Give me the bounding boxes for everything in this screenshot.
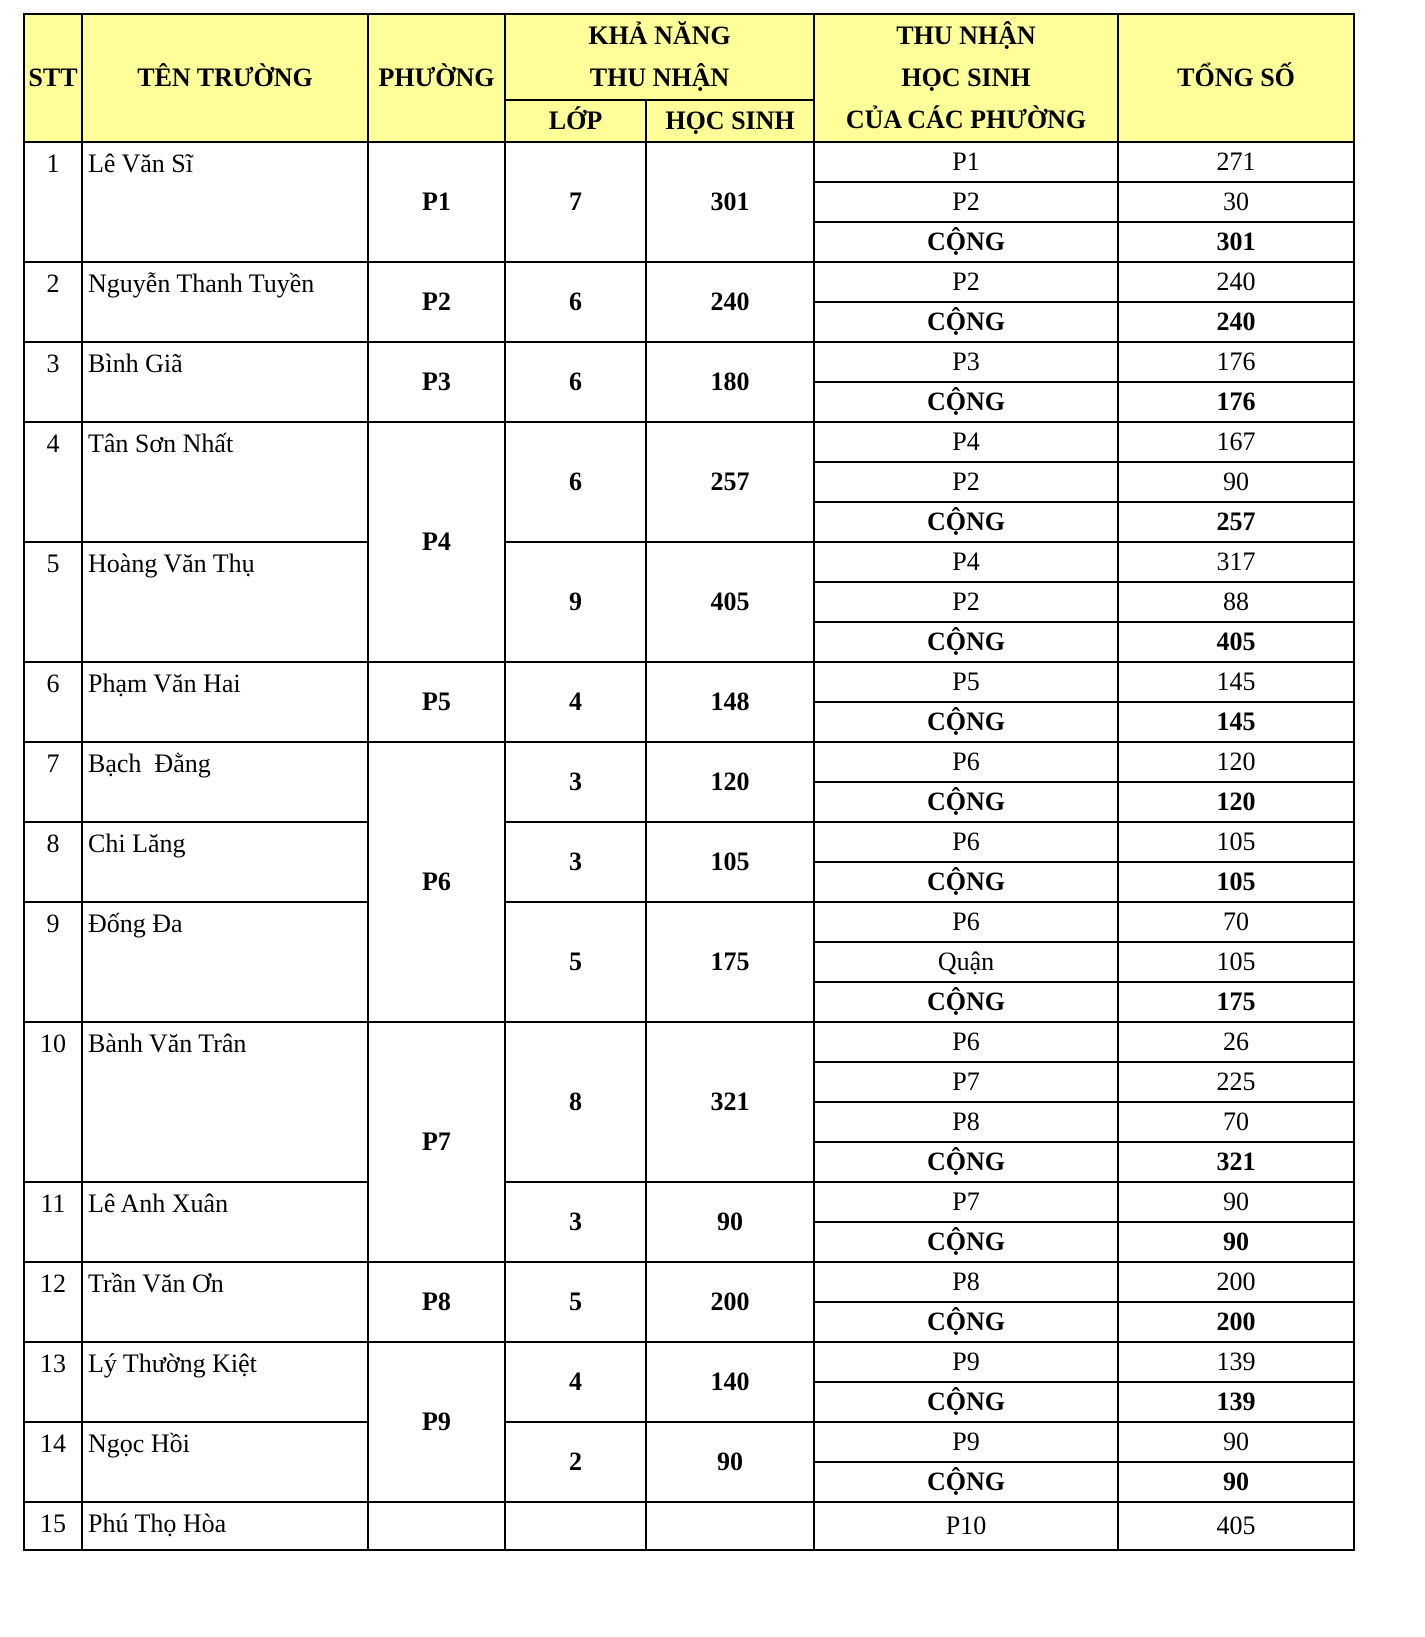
subtotal-value: 175: [1118, 982, 1354, 1022]
intake-count: 30: [1118, 182, 1354, 222]
intake-ward: P3: [814, 342, 1118, 382]
subtotal-label: CỘNG: [814, 382, 1118, 422]
intake-ward: P8: [814, 1262, 1118, 1302]
students-cell: 301: [646, 142, 814, 262]
intake-count: 240: [1118, 262, 1354, 302]
school-name: Lê Anh Xuân: [82, 1182, 368, 1262]
intake-count: 70: [1118, 902, 1354, 942]
header-school-name: TÊN TRƯỜNG: [82, 14, 368, 142]
students-cell: 321: [646, 1022, 814, 1182]
intake-ward: P2: [814, 582, 1118, 622]
subtotal-value: 240: [1118, 302, 1354, 342]
subtotal-label: CỘNG: [814, 1142, 1118, 1182]
header-capacity-line1: KHẢ NĂNG: [588, 21, 731, 50]
ward-cell: [368, 1502, 505, 1550]
subtotal-label: CỘNG: [814, 1302, 1118, 1342]
school-name: Đống Đa: [82, 902, 368, 1022]
classes-cell: 4: [505, 662, 646, 742]
students-cell: 120: [646, 742, 814, 822]
subtotal-value: 90: [1118, 1222, 1354, 1262]
school-name: Bành Văn Trân: [82, 1022, 368, 1182]
ward-cell: P5: [368, 662, 505, 742]
school-intake-table: [23, 13, 1355, 1551]
intake-count: 88: [1118, 582, 1354, 622]
intake-count: 271: [1118, 142, 1354, 182]
table-header: [24, 14, 1354, 142]
classes-cell: 8: [505, 1022, 646, 1182]
intake-count: 167: [1118, 422, 1354, 462]
subtotal-value: 145: [1118, 702, 1354, 742]
subtotal-value: 105: [1118, 862, 1354, 902]
intake-count: 405: [1118, 1502, 1354, 1550]
intake-count: 26: [1118, 1022, 1354, 1062]
subtotal-value: 176: [1118, 382, 1354, 422]
ward-cell: P4: [368, 422, 505, 662]
row-stt: 10: [24, 1022, 82, 1182]
header-stt: STT: [24, 14, 82, 142]
students-cell: 148: [646, 662, 814, 742]
school-name: Lê Văn Sĩ: [82, 142, 368, 262]
students-cell: [646, 1502, 814, 1550]
header-classes: LỚP: [505, 100, 646, 142]
school-name: Chi Lăng: [82, 822, 368, 902]
intake-ward: P7: [814, 1062, 1118, 1102]
classes-cell: 4: [505, 1342, 646, 1422]
row-stt: 15: [24, 1502, 82, 1550]
classes-cell: 2: [505, 1422, 646, 1502]
intake-count: 70: [1118, 1102, 1354, 1142]
row-stt: 6: [24, 662, 82, 742]
classes-cell: 6: [505, 342, 646, 422]
intake-ward: P4: [814, 422, 1118, 462]
intake-ward: P2: [814, 182, 1118, 222]
row-stt: 9: [24, 902, 82, 1022]
row-stt: 1: [24, 142, 82, 262]
row-stt: 12: [24, 1262, 82, 1342]
subtotal-label: CỘNG: [814, 1222, 1118, 1262]
header-students: HỌC SINH: [646, 100, 814, 142]
intake-count: 90: [1118, 462, 1354, 502]
header-total: TỔNG SỐ: [1118, 14, 1354, 142]
ward-cell: P3: [368, 342, 505, 422]
header-ward-intake-line2: HỌC SINH: [901, 63, 1031, 92]
intake-ward: P1: [814, 142, 1118, 182]
header-capacity-line2: THU NHẬN: [589, 63, 730, 92]
intake-count: 145: [1118, 662, 1354, 702]
row-stt: 8: [24, 822, 82, 902]
intake-count: 90: [1118, 1182, 1354, 1222]
subtotal-value: 405: [1118, 622, 1354, 662]
subtotal-value: 90: [1118, 1462, 1354, 1502]
row-stt: 11: [24, 1182, 82, 1262]
school-name: Ngọc Hồi: [82, 1422, 368, 1502]
students-cell: 200: [646, 1262, 814, 1342]
subtotal-label: CỘNG: [814, 1382, 1118, 1422]
subtotal-label: CỘNG: [814, 982, 1118, 1022]
intake-ward: P7: [814, 1182, 1118, 1222]
intake-ward: P5: [814, 662, 1118, 702]
ward-cell: P6: [368, 742, 505, 1022]
header-ward-intake: [814, 14, 1118, 142]
intake-ward: Quận: [814, 942, 1118, 982]
subtotal-label: CỘNG: [814, 862, 1118, 902]
row-stt: 7: [24, 742, 82, 822]
row-stt: 14: [24, 1422, 82, 1502]
students-cell: 175: [646, 902, 814, 1022]
intake-count: 225: [1118, 1062, 1354, 1102]
students-cell: 140: [646, 1342, 814, 1422]
classes-cell: [505, 1502, 646, 1550]
intake-ward: P6: [814, 742, 1118, 782]
intake-ward: P10: [814, 1502, 1118, 1550]
subtotal-value: 139: [1118, 1382, 1354, 1422]
intake-count: 105: [1118, 942, 1354, 982]
intake-ward: P8: [814, 1102, 1118, 1142]
subtotal-label: CỘNG: [814, 302, 1118, 342]
intake-ward: P6: [814, 902, 1118, 942]
classes-cell: 5: [505, 902, 646, 1022]
subtotal-label: CỘNG: [814, 222, 1118, 262]
subtotal-value: 321: [1118, 1142, 1354, 1182]
intake-ward: P9: [814, 1422, 1118, 1462]
students-cell: 405: [646, 542, 814, 662]
header-capacity: [505, 14, 814, 100]
header-ward: PHƯỜNG: [368, 14, 505, 142]
students-cell: 180: [646, 342, 814, 422]
ward-cell: P1: [368, 142, 505, 262]
intake-count: 200: [1118, 1262, 1354, 1302]
classes-cell: 9: [505, 542, 646, 662]
school-name: Bạch Đằng: [82, 742, 368, 822]
classes-cell: 6: [505, 262, 646, 342]
row-stt: 3: [24, 342, 82, 422]
classes-cell: 5: [505, 1262, 646, 1342]
classes-cell: 3: [505, 822, 646, 902]
subtotal-value: 200: [1118, 1302, 1354, 1342]
school-name: Phú Thọ Hòa: [82, 1502, 368, 1550]
intake-ward: P2: [814, 262, 1118, 302]
intake-count: 105: [1118, 822, 1354, 862]
school-name: Nguyễn Thanh Tuyền: [82, 262, 368, 342]
subtotal-label: CỘNG: [814, 502, 1118, 542]
classes-cell: 7: [505, 142, 646, 262]
intake-ward: P9: [814, 1342, 1118, 1382]
school-name: Bình Giã: [82, 342, 368, 422]
subtotal-label: CỘNG: [814, 702, 1118, 742]
subtotal-label: CỘNG: [814, 622, 1118, 662]
subtotal-value: 301: [1118, 222, 1354, 262]
school-name: Tân Sơn Nhất: [82, 422, 368, 542]
ward-cell: P7: [368, 1022, 505, 1262]
students-cell: 90: [646, 1422, 814, 1502]
intake-count: 176: [1118, 342, 1354, 382]
row-stt: 13: [24, 1342, 82, 1422]
intake-ward: P2: [814, 462, 1118, 502]
students-cell: 257: [646, 422, 814, 542]
classes-cell: 3: [505, 1182, 646, 1262]
students-cell: 105: [646, 822, 814, 902]
subtotal-value: 257: [1118, 502, 1354, 542]
ward-cell: P9: [368, 1342, 505, 1502]
row-stt: 5: [24, 542, 82, 662]
school-name: Phạm Văn Hai: [82, 662, 368, 742]
header-ward-intake-line1: THU NHẬN: [896, 21, 1036, 50]
row-stt: 2: [24, 262, 82, 342]
row-stt: 4: [24, 422, 82, 542]
school-name: Lý Thường Kiệt: [82, 1342, 368, 1422]
intake-count: 90: [1118, 1422, 1354, 1462]
school-name: Hoàng Văn Thụ: [82, 542, 368, 662]
intake-count: 317: [1118, 542, 1354, 582]
classes-cell: 3: [505, 742, 646, 822]
subtotal-label: CỘNG: [814, 1462, 1118, 1502]
intake-ward: P4: [814, 542, 1118, 582]
students-cell: 90: [646, 1182, 814, 1262]
subtotal-label: CỘNG: [814, 782, 1118, 822]
header-ward-intake-line3: CỦA CÁC PHƯỜNG: [845, 105, 1087, 134]
classes-cell: 6: [505, 422, 646, 542]
ward-cell: P8: [368, 1262, 505, 1342]
school-name: Trần Văn Ơn: [82, 1262, 368, 1342]
intake-count: 139: [1118, 1342, 1354, 1382]
ward-cell: P2: [368, 262, 505, 342]
subtotal-value: 120: [1118, 782, 1354, 822]
table-body: [24, 142, 1354, 1550]
intake-ward: P6: [814, 822, 1118, 862]
intake-count: 120: [1118, 742, 1354, 782]
intake-ward: P6: [814, 1022, 1118, 1062]
students-cell: 240: [646, 262, 814, 342]
